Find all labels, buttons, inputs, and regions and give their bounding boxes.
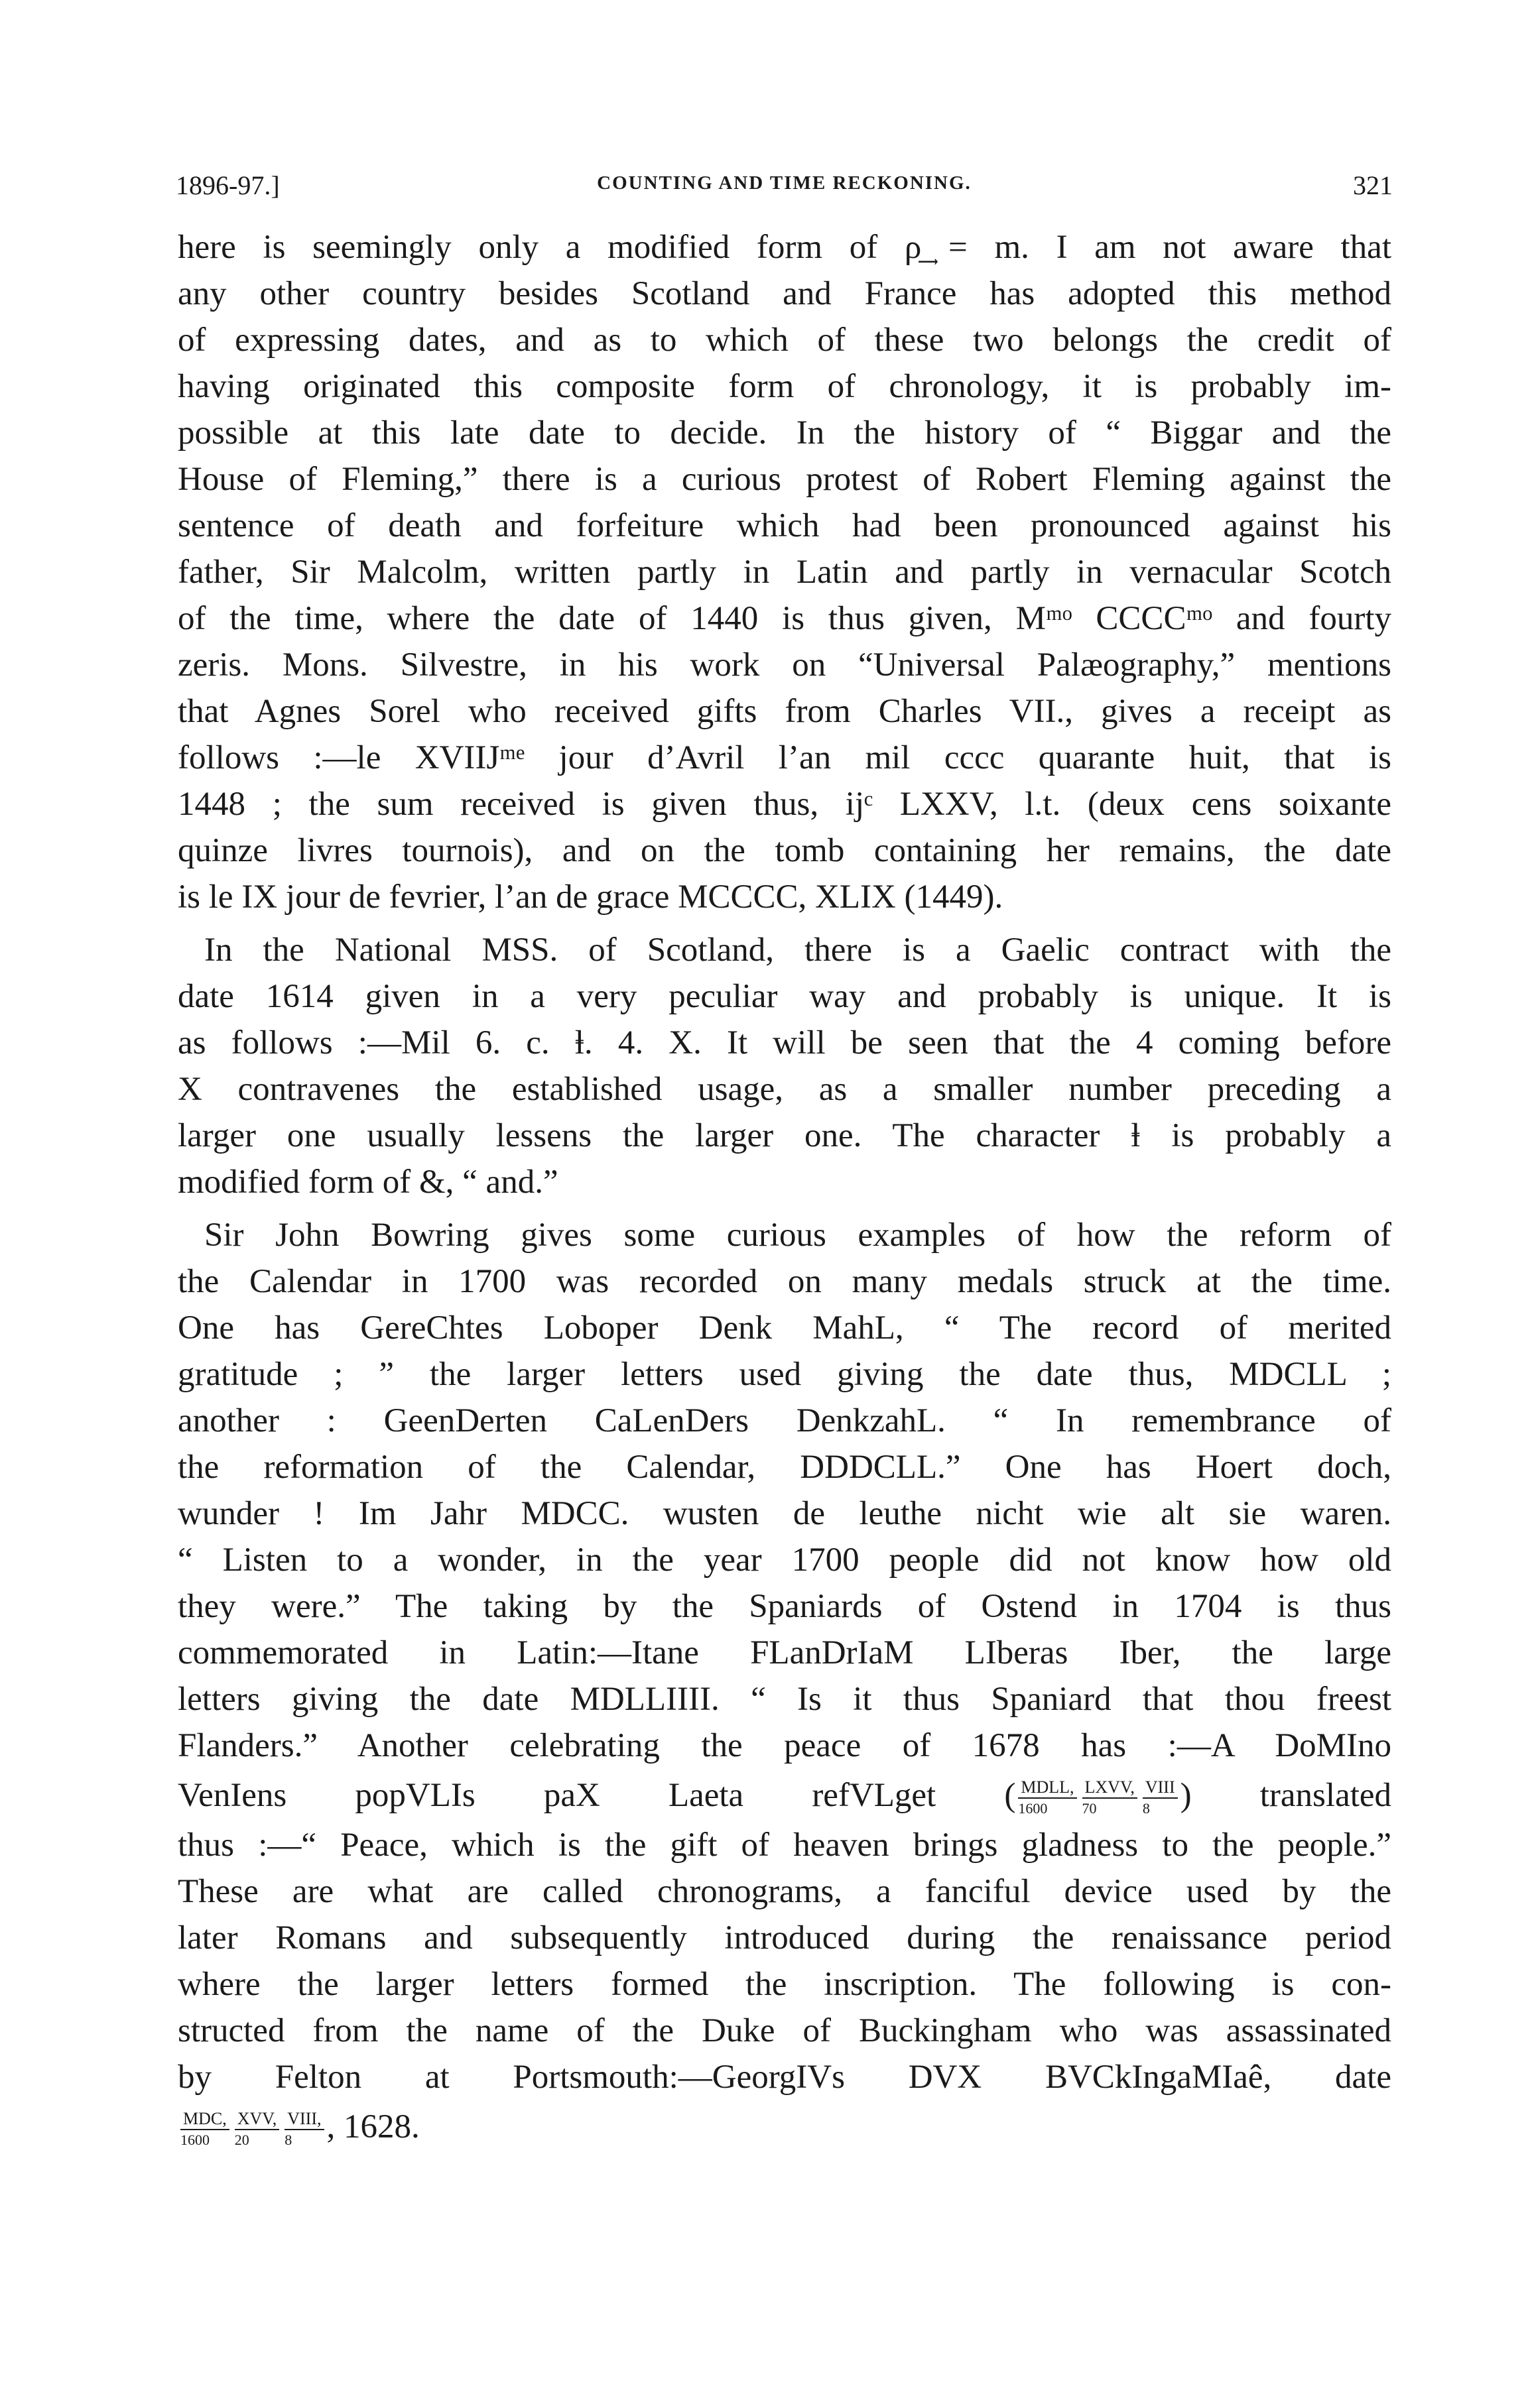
text-line: gratitude ; ” the larger letters used giving the date thus, MDCLL ; xyxy=(178,1356,1391,1393)
text-line: letters giving the date MDLLIIII. “ Is it thus Spaniard that thou freest xyxy=(178,1681,1391,1718)
fraction xyxy=(1082,1777,1137,1819)
page-body xyxy=(178,224,1391,2153)
text-line: another : GeenDerten CaLenDers DenkzahL. “ In remembrance of xyxy=(178,1402,1391,1439)
translated-word: translated xyxy=(1259,1777,1392,1814)
fraction-numerator: MDLL, xyxy=(1018,1777,1076,1799)
fraction-numerator: XVV, xyxy=(235,2109,279,2130)
text-line: the Calendar in 1700 was recorded on many medals struck at the time. xyxy=(178,1263,1391,1300)
text-line: larger one usually lessens the larger one. The character ⱡ is probably a xyxy=(178,1117,1391,1154)
text-line: modified form of &, “ and.” xyxy=(178,1164,558,1201)
fraction xyxy=(1143,1777,1178,1819)
fraction-numerator: VIII, xyxy=(285,2109,324,2130)
chronogram-text: VenIens popVLIs paX Laeta refVLget xyxy=(178,1777,936,1814)
text-line: Flanders.” Another celebrating the peace of 1678 has :—A DoMIno xyxy=(178,1727,1391,1764)
text-line: by Felton at Portsmouth:—GeorgIVs DVX BVCkIngaMIaê, date xyxy=(178,2059,1391,2096)
text-line: where the larger letters formed the inscription. The following is con- xyxy=(178,1966,1391,2003)
text-line: One has GereChtes Loboper Denk MahL, “ The record of merited xyxy=(178,1309,1391,1347)
chronogram-line xyxy=(178,1769,1391,1822)
text-line: Sir John Bowring gives some curious examples of how the reform of xyxy=(204,1217,1391,1254)
text-line: of expressing dates, and as to which of these two belongs the credit of xyxy=(178,322,1391,359)
fraction-denominator: 70 xyxy=(1082,1800,1097,1817)
text-line: These are what are called chronograms, a fanciful device used by the xyxy=(178,1873,1391,1910)
paragraph-2 xyxy=(178,927,1391,1205)
running-title: COUNTING AND TIME RECKONING. xyxy=(597,172,972,194)
paragraph-1 xyxy=(178,224,1391,920)
text-line: they were.” The taking by the Spaniards of Ostend in 1704 is thus xyxy=(178,1588,1391,1625)
volume-years: 1896-97.] xyxy=(176,170,280,200)
text-line: having originated this composite form of chronology, it is probably im- xyxy=(178,368,1391,405)
text-line: possible at this late date to decide. In the history of “ Biggar and the xyxy=(178,414,1391,452)
text-line: X contravenes the established usage, as a smaller number preceding a xyxy=(178,1071,1391,1108)
text-line: that Agnes Sorel who received gifts from Charles VII., gives a receipt as xyxy=(178,693,1391,730)
paragraph-3 xyxy=(178,1212,1391,2153)
open-paren: ( xyxy=(1004,1777,1016,1814)
fraction xyxy=(1018,1777,1076,1819)
running-header xyxy=(176,170,1393,203)
fraction-denominator: 8 xyxy=(1142,1800,1150,1817)
text-line: the reformation of the Calendar, DDDCLL.” One has Hoert doch, xyxy=(178,1449,1391,1486)
text-line: House of Fleming,” there is a curious protest of Robert Fleming against the xyxy=(178,461,1391,498)
text-line: sentence of death and forfeiture which had been pronounced against his xyxy=(178,507,1391,544)
fraction xyxy=(180,2109,229,2150)
text-line: wunder ! Im Jahr MDCC. wusten de leuthe nicht wie alt sie waren. xyxy=(178,1495,1391,1532)
text-line: In the National MSS. of Scotland, there is a Gaelic contract with the xyxy=(204,932,1391,969)
text-line: of the time, where the date of 1440 is thus given, Mᵐᵒ CCCCᵐᵒ and fourty xyxy=(178,600,1391,637)
date-year: , 1628. xyxy=(326,2108,420,2145)
fraction-numerator: LXVV, xyxy=(1082,1777,1137,1799)
text-line: commemorated in Latin:—Itane FLanDrIaM LIberas Iber, the large xyxy=(178,1634,1391,1671)
fraction xyxy=(285,2109,324,2150)
chronogram-date-line xyxy=(178,2100,1391,2153)
text-line: date 1614 given in a very peculiar way and probably is unique. It is xyxy=(178,978,1391,1015)
fraction-denominator: 1600 xyxy=(180,2132,210,2149)
text-line: follows :—le XVIIJᵐᵉ jour d’Avril l’an mil cccc quarante huit, that is xyxy=(178,739,1391,776)
fraction-denominator: 20 xyxy=(234,2132,249,2149)
fraction-numerator: VIII xyxy=(1143,1777,1178,1799)
page-number: 321 xyxy=(1353,170,1393,200)
close-paren: ) xyxy=(1180,1777,1192,1814)
text-line: later Romans and subsequently introduced during the renaissance period xyxy=(178,1919,1391,1957)
text-line: 1448 ; the sum received is given thus, ijᶜ LXXV, l.t. (deux cens soixante xyxy=(178,786,1391,823)
fraction-denominator: 1600 xyxy=(1018,1800,1048,1817)
text-line: structed from the name of the Duke of Buckingham who was assassinated xyxy=(178,2012,1391,2049)
text-line: is le IX jour de fevrier, l’an de grace MCCCC, XLIX (1449). xyxy=(178,878,1003,916)
fraction-numerator: MDC, xyxy=(180,2109,229,2130)
text-line: here is seemingly only a modified form of ρ͢ = m. I am not aware that xyxy=(178,229,1391,266)
text-line: zeris. Mons. Silvestre, in his work on “Universal Palæography,” mentions xyxy=(178,646,1391,684)
text-line: any other country besides Scotland and France has adopted this method xyxy=(178,275,1391,312)
text-line: thus :—“ Peace, which is the gift of heaven brings gladness to the people.” xyxy=(178,1827,1391,1864)
text-line: as follows :—Mil 6. c. ⱡ. 4. X. It will be seen that the 4 coming before xyxy=(178,1024,1391,1061)
fraction-denominator: 8 xyxy=(285,2132,292,2149)
text-line: quinze livres tournois), and on the tomb containing her remains, the date xyxy=(178,832,1391,869)
text-line: father, Sir Malcolm, written partly in Latin and partly in vernacular Scotch xyxy=(178,554,1391,591)
text-line: “ Listen to a wonder, in the year 1700 people did not know how old xyxy=(178,1541,1391,1579)
fraction xyxy=(235,2109,279,2150)
